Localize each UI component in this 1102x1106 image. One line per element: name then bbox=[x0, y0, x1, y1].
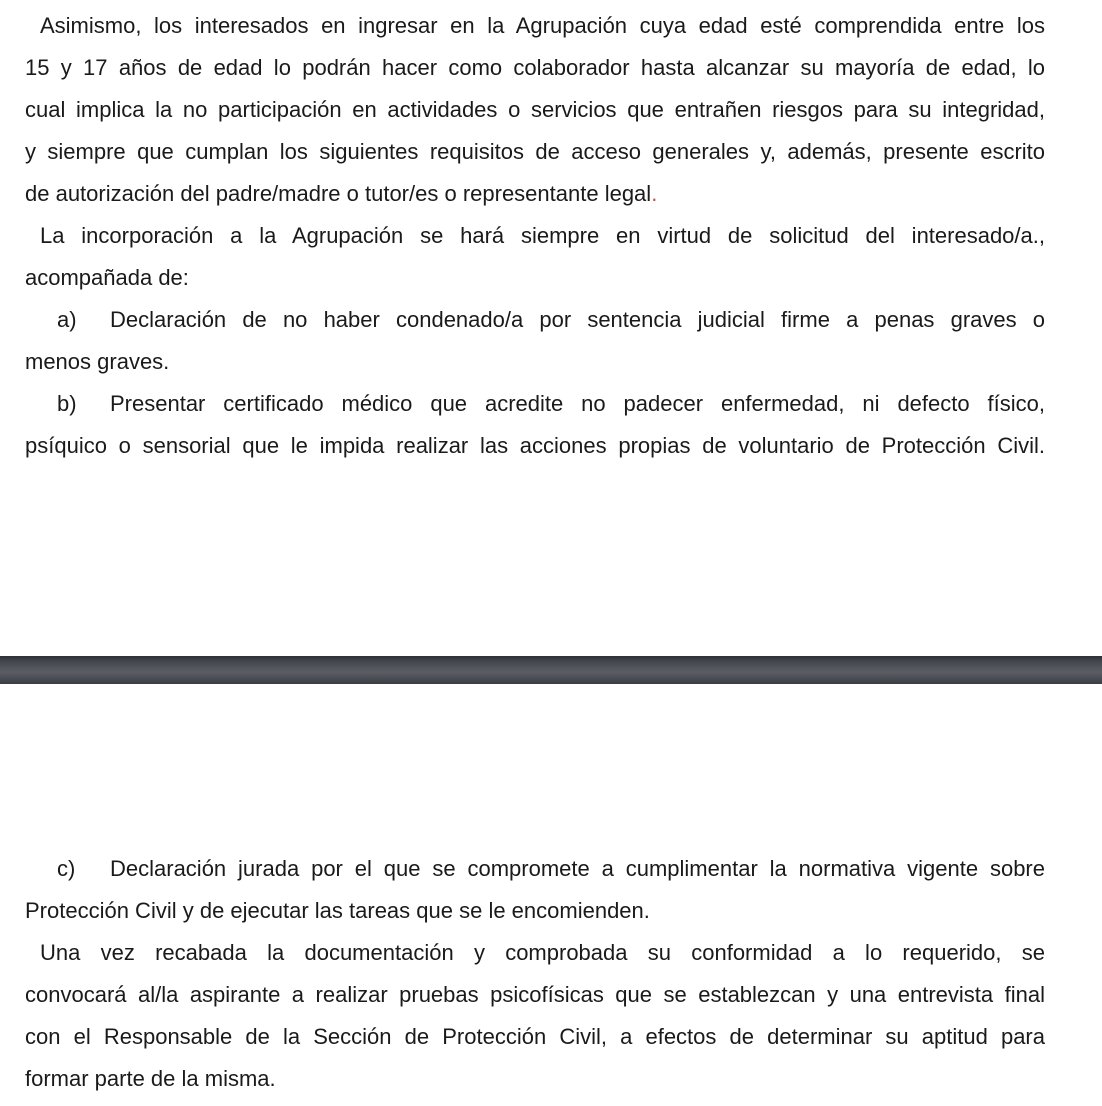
text-line: Una vez recabada la documentación y comprobada su conformidad a lo requerido, se bbox=[40, 940, 1045, 965]
text-line bbox=[25, 383, 1045, 425]
text-line: menos graves. bbox=[25, 349, 170, 374]
sentence-end-period: . bbox=[651, 181, 658, 206]
text-line-body: de autorización del padre/madre o tutor/es o representante legal bbox=[25, 181, 652, 206]
text-line bbox=[25, 299, 1045, 341]
list-item-text: Declaración de no haber condenado/a por sentencia judicial firme a penas graves o bbox=[110, 307, 1045, 332]
paragraph-final bbox=[25, 932, 1045, 1100]
text-line: acompañada de: bbox=[25, 265, 189, 290]
list-marker-c: c) bbox=[57, 856, 76, 881]
list-marker-a: a) bbox=[57, 307, 77, 332]
list-marker-b: b) bbox=[57, 391, 77, 416]
text-line bbox=[25, 173, 1045, 215]
list-item-b bbox=[25, 383, 1045, 467]
list-item-a bbox=[25, 299, 1045, 383]
text-line: convocará al/la aspirante a realizar pruebas psicofísicas que se establezcan y una entrevista final bbox=[25, 982, 1045, 1007]
list-item-text: Presentar certificado médico que acredite no padecer enfermedad, ni defecto físico, bbox=[110, 391, 1045, 416]
text-line: y siempre que cumplan los siguientes requisitos de acceso generales y, además, presente escrito bbox=[25, 139, 1045, 164]
list-item-text: Declaración jurada por el que se compromete a cumplimentar la normativa vigente sobre bbox=[110, 856, 1045, 881]
text-line: Asimismo, los interesados en ingresar en la Agrupación cuya edad esté comprendida entre los bbox=[40, 13, 1045, 38]
text-line bbox=[25, 848, 1045, 890]
list-item-c bbox=[25, 848, 1045, 932]
document-page-2 bbox=[0, 684, 1102, 1106]
text-line: formar parte de la misma. bbox=[25, 1066, 276, 1091]
text-line: psíquico o sensorial que le impida realizar las acciones propias de voluntario de Protección Civil. bbox=[25, 433, 1045, 458]
text-line: cual implica la no participación en actividades o servicios que entrañen riesgos para su integridad, bbox=[25, 97, 1045, 122]
paragraph-incorporacion bbox=[25, 215, 1045, 299]
paragraph-intro bbox=[25, 5, 1045, 215]
text-line: 15 y 17 años de edad lo podrán hacer como colaborador hasta alcanzar su mayoría de edad, lo bbox=[25, 55, 1045, 80]
text-line: con el Responsable de la Sección de Protección Civil, a efectos de determinar su aptitud para bbox=[25, 1024, 1045, 1049]
text-line: Protección Civil y de ejecutar las tareas que se le encomienden. bbox=[25, 898, 650, 923]
text-line: La incorporación a la Agrupación se hará siempre en virtud de solicitud del interesado/a., bbox=[40, 223, 1045, 248]
page-separator bbox=[0, 656, 1102, 684]
